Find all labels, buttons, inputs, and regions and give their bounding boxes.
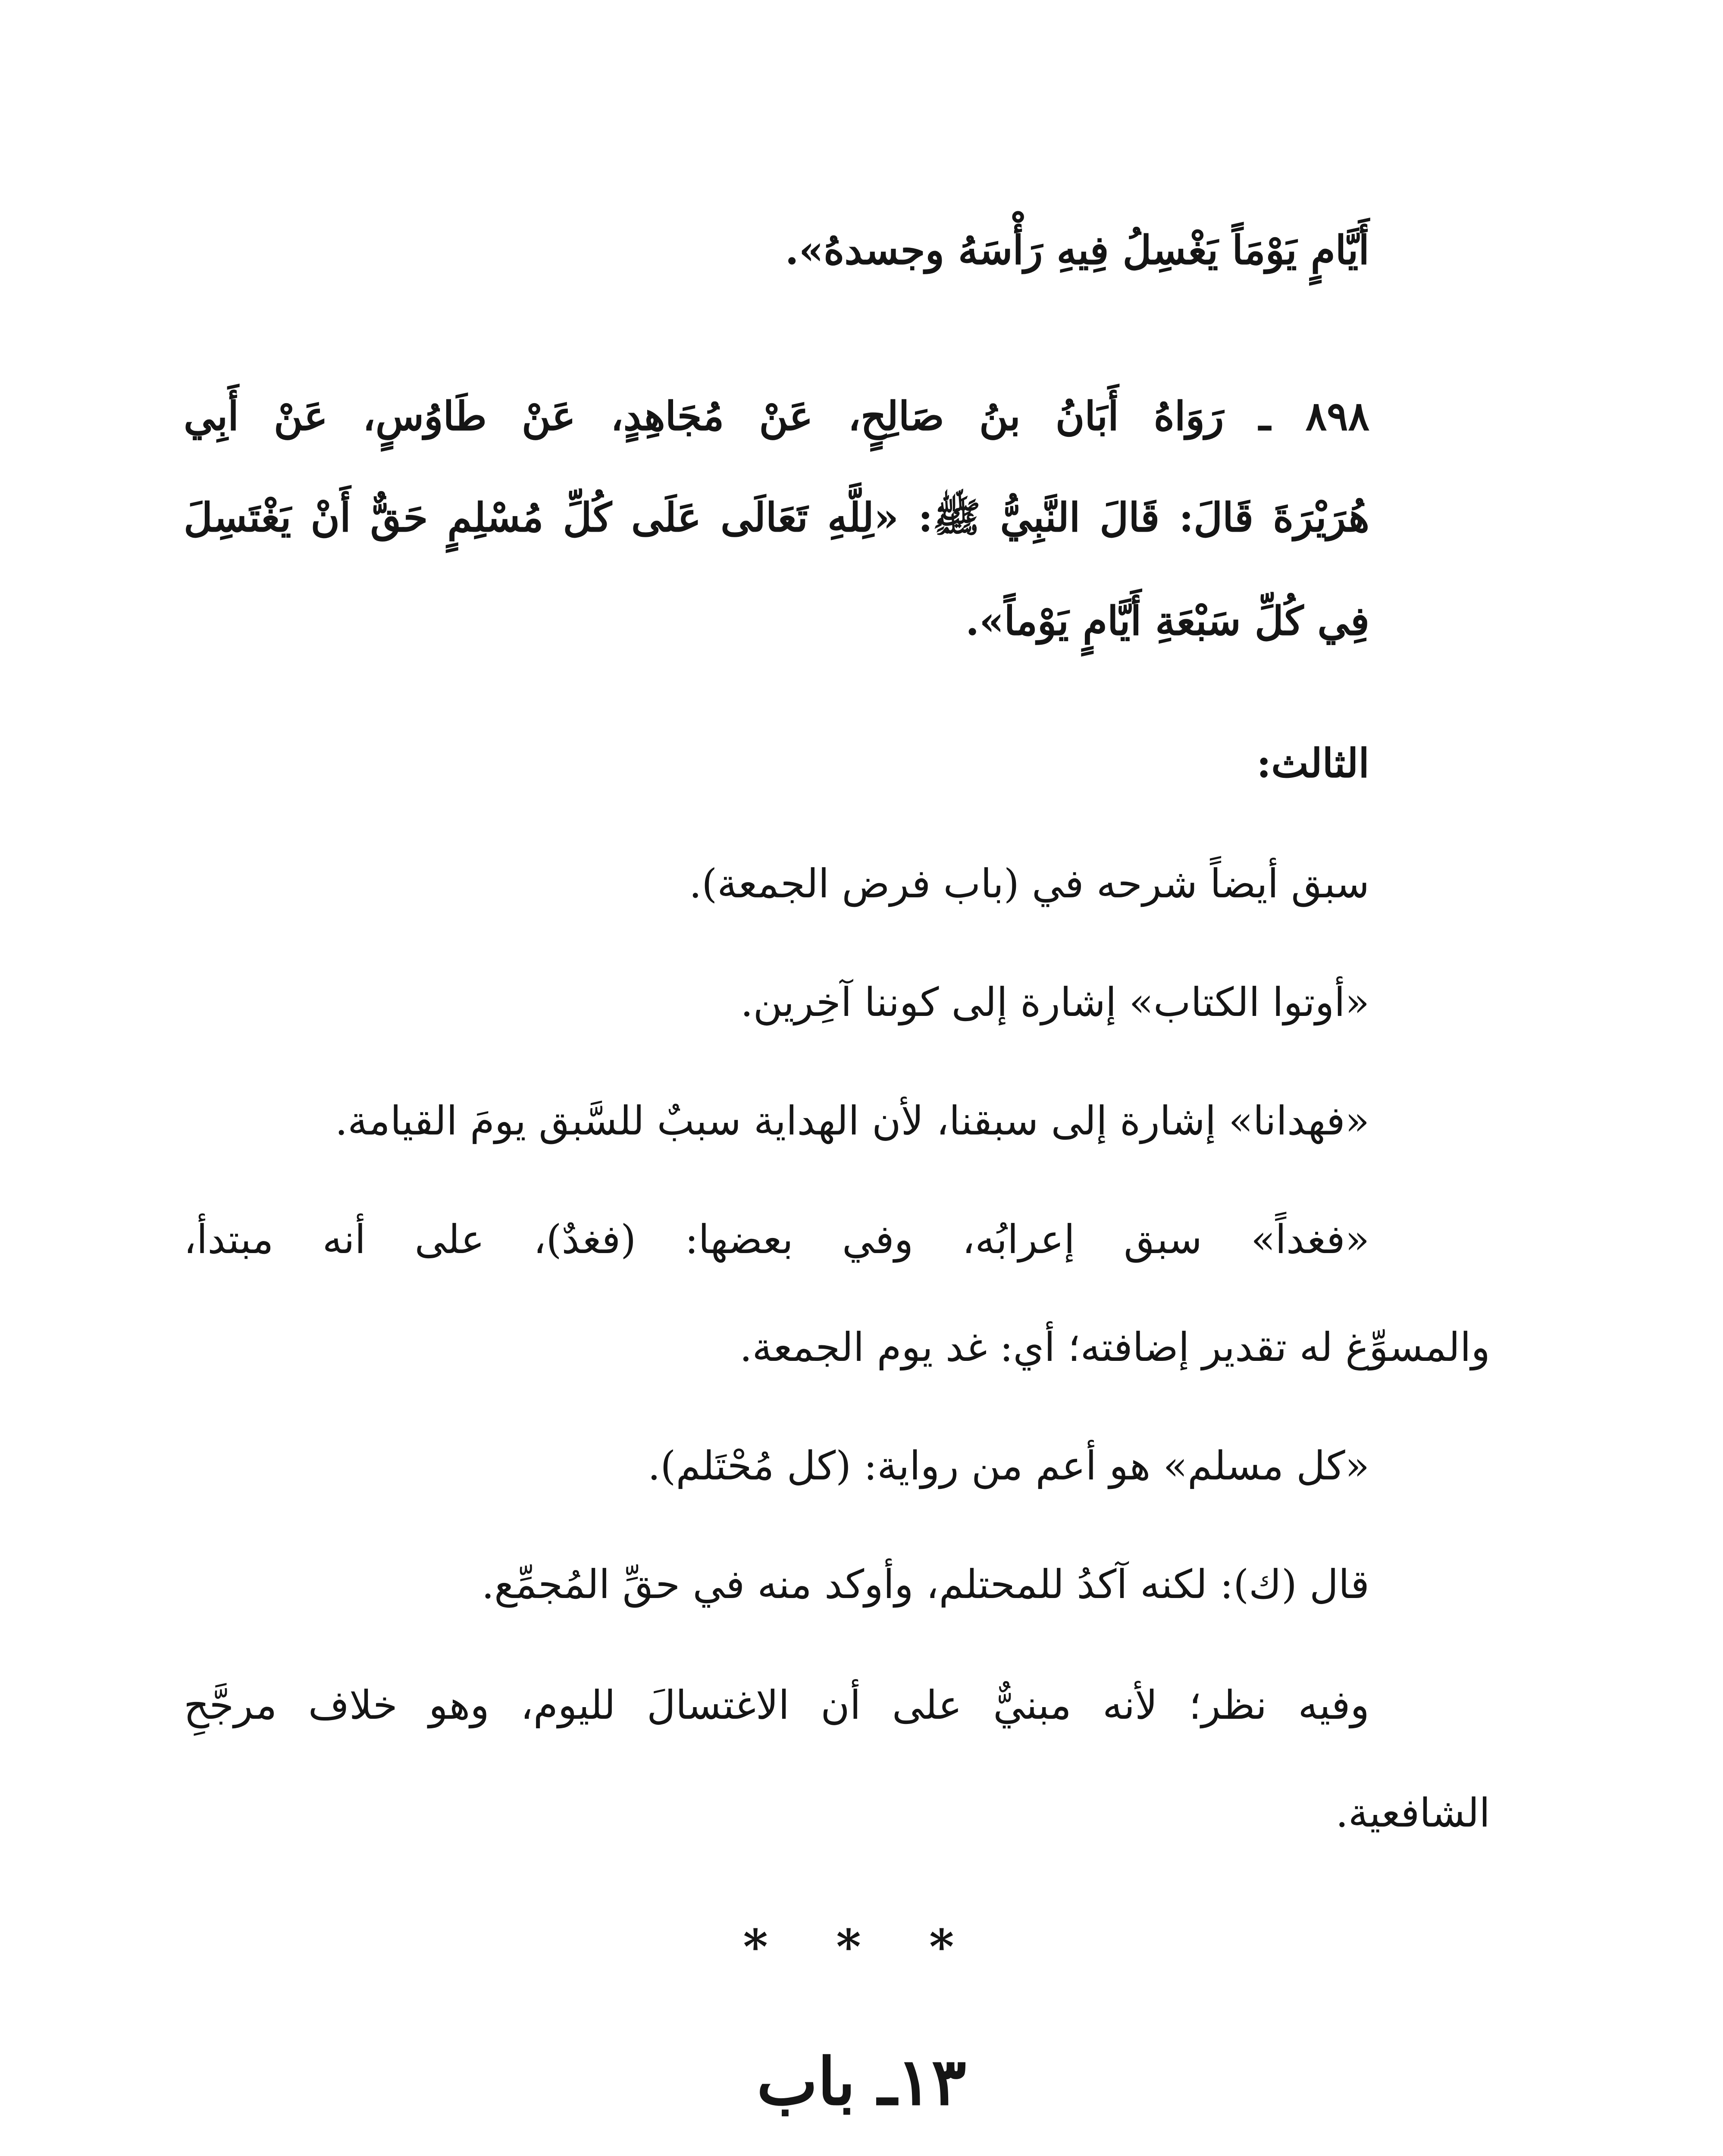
commentary-line-5: والمسوِّغ له تقدير إضافته؛ أي: غد يوم الجمعة. — [739, 1324, 1490, 1370]
subheading-third: الثالث: — [1256, 740, 1369, 787]
commentary-line-7: قال (ك): لكنه آكدُ للمحتلم، وأوكد منه في حقِّ المُجمِّع. — [481, 1561, 1369, 1608]
section-heading: ١٣ـ باب — [757, 2044, 966, 2120]
commentary-line-3: «فهدانا» إشارة إلى سبقنا، لأن الهداية سببٌ للسَّبق يومَ القيامة. — [335, 1098, 1369, 1144]
text-line-1: أَيَّامٍ يَوْمَاً يَغْسِلُ فِيهِ رَأْسَهُ وجسدهُ». — [785, 227, 1369, 273]
commentary-line-4: «فغداً» سبق إعرابُه، وفي بعضها: (فغدٌ)، على أنه مبتدأ، — [184, 1216, 1369, 1263]
commentary-line-1: سبق أيضاً شرحه في (باب فرض الجمعة). — [689, 861, 1369, 907]
hadith-898-line-1: ٨٩٨ ـ رَوَاهُ أَبَانُ بنُ صَالِحٍ، عَنْ مُجَاهِدٍ، عَنْ طَاوُسٍ، عَنْ أَبِي — [184, 393, 1369, 439]
commentary-line-6: «كل مسلم» هو أعم من رواية: (كل مُحْتَلم). — [648, 1443, 1369, 1489]
commentary-line-8: وفيه نظر؛ لأنه مبنيٌّ على أن الاغتسالَ لليوم، وهو خلاف مرجَّحِ — [184, 1682, 1369, 1728]
hadith-898-line-3: فِي كُلِّ سَبْعَةِ أَيَّامٍ يَوْماً». — [965, 598, 1369, 644]
section-separator: * * * — [743, 1919, 980, 1974]
commentary-line-9: الشافعية. — [1335, 1790, 1490, 1836]
commentary-line-2: «أوتوا الكتاب» إشارة إلى كوننا آخِرين. — [740, 979, 1369, 1025]
hadith-898-line-2: هُرَيْرَةَ قَالَ: قَالَ النَّبِيُّ ﷺ: «لِلَّهِ تَعَالَى عَلَى كُلِّ مُسْلِمٍ حَقٌّ أَنْ يَغْتَسِلَ — [184, 494, 1369, 541]
